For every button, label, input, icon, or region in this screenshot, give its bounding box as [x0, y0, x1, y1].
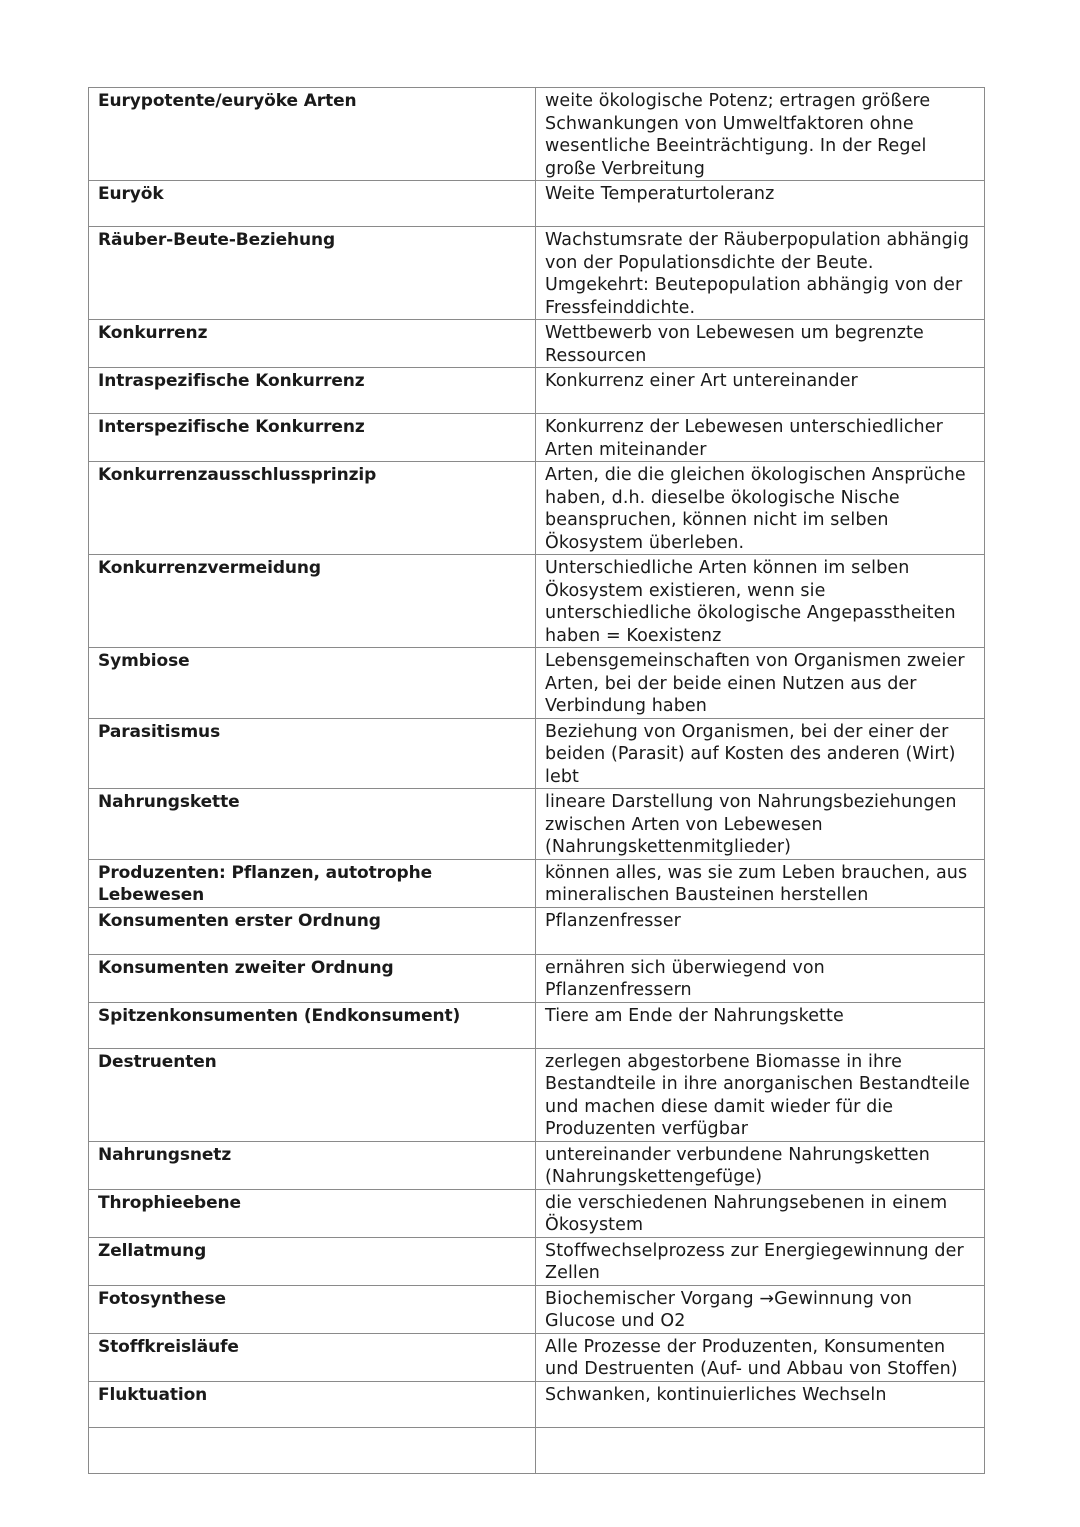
term-cell: Symbiose [89, 648, 536, 719]
table-row [89, 859, 985, 907]
term-cell: Räuber-Beute-Beziehung [89, 227, 536, 320]
table-row [89, 1141, 985, 1189]
definition-cell: Konkurrenz einer Art untereinander [536, 368, 985, 414]
definition-cell: Biochemischer Vorgang →Gewinnung von Glucose und O2 [536, 1285, 985, 1333]
table-row [89, 555, 985, 648]
term-cell: Konkurrenzausschlussprinzip [89, 462, 536, 555]
term-cell: Zellatmung [89, 1237, 536, 1285]
term-cell: Eurypotente/euryöke Arten [89, 88, 536, 181]
table-row [89, 1048, 985, 1141]
table-row [89, 1427, 985, 1473]
table-row [89, 718, 985, 789]
term-cell: Nahrungskette [89, 789, 536, 860]
definition-cell: Konkurrenz der Lebewesen unterschiedlicher Arten miteinander [536, 414, 985, 462]
term-cell: Konsumenten erster Ordnung [89, 907, 536, 954]
definition-cell: Pflanzenfresser [536, 907, 985, 954]
term-cell: Nahrungsnetz [89, 1141, 536, 1189]
definition-cell: lineare Darstellung von Nahrungsbeziehungen zwischen Arten von Lebewesen (Nahrungskettenmitglieder) [536, 789, 985, 860]
table-row [89, 1002, 985, 1048]
table-row [89, 462, 985, 555]
glossary-table [88, 87, 985, 1474]
definition-cell: Unterschiedliche Arten können im selben Ökosystem existieren, wenn sie unterschiedliche ökologische Angepasstheiten haben = Koexistenz [536, 555, 985, 648]
term-cell: Fluktuation [89, 1381, 536, 1427]
table-row [89, 789, 985, 860]
glossary-body [89, 88, 985, 1474]
definition-cell: Stoffwechselprozess zur Energiegewinnung der Zellen [536, 1237, 985, 1285]
term-cell: Konkurrenz [89, 320, 536, 368]
term-cell: Konkurrenzvermeidung [89, 555, 536, 648]
definition-cell: zerlegen abgestorbene Biomasse in ihre Bestandteile in ihre anorganischen Bestandteile und machen diese damit wieder für die Produzenten verfügbar [536, 1048, 985, 1141]
term-cell: Stoffkreisläufe [89, 1333, 536, 1381]
definition-cell: Lebensgemeinschaften von Organismen zweier Arten, bei der beide einen Nutzen aus der Verbindung haben [536, 648, 985, 719]
definition-cell: untereinander verbundene Nahrungsketten (Nahrungskettengefüge) [536, 1141, 985, 1189]
definition-cell: Alle Prozesse der Produzenten, Konsumenten und Destruenten (Auf- und Abbau von Stoffen) [536, 1333, 985, 1381]
table-row [89, 648, 985, 719]
term-cell [89, 1427, 536, 1473]
term-cell: Produzenten: Pflanzen, autotrophe Lebewesen [89, 859, 536, 907]
term-cell: Spitzenkonsumenten (Endkonsument) [89, 1002, 536, 1048]
table-row [89, 1237, 985, 1285]
table-row [89, 1381, 985, 1427]
definition-cell: weite ökologische Potenz; ertragen größere Schwankungen von Umweltfaktoren ohne wesentliche Beeinträchtigung. In der Regel große Verbreitung [536, 88, 985, 181]
definition-cell [536, 1427, 985, 1473]
table-row [89, 1285, 985, 1333]
definition-cell: Tiere am Ende der Nahrungskette [536, 1002, 985, 1048]
table-row [89, 368, 985, 414]
definition-cell: die verschiedenen Nahrungsebenen in einem Ökosystem [536, 1189, 985, 1237]
definition-cell: Wachstumsrate der Räuberpopulation abhängig von der Populationsdichte der Beute. Umgekehrt: Beutepopulation abhängig von der Fressfeinddichte. [536, 227, 985, 320]
table-row [89, 1189, 985, 1237]
definition-cell: können alles, was sie zum Leben brauchen, aus mineralischen Bausteinen herstellen [536, 859, 985, 907]
table-row [89, 1333, 985, 1381]
term-cell: Euryök [89, 181, 536, 227]
table-row [89, 227, 985, 320]
table-row [89, 181, 985, 227]
term-cell: Konsumenten zweiter Ordnung [89, 954, 536, 1002]
term-cell: Intraspezifische Konkurrenz [89, 368, 536, 414]
table-row [89, 88, 985, 181]
definition-cell: Beziehung von Organismen, bei der einer der beiden (Parasit) auf Kosten des anderen (Wirt) lebt [536, 718, 985, 789]
table-row [89, 907, 985, 954]
term-cell: Destruenten [89, 1048, 536, 1141]
definition-cell: Arten, die die gleichen ökologischen Ansprüche haben, d.h. dieselbe ökologische Nische beanspruchen, können nicht im selben Ökosystem überleben. [536, 462, 985, 555]
definition-cell: Weite Temperaturtoleranz [536, 181, 985, 227]
table-row [89, 414, 985, 462]
table-row [89, 320, 985, 368]
term-cell: Parasitismus [89, 718, 536, 789]
term-cell: Throphieebene [89, 1189, 536, 1237]
term-cell: Fotosynthese [89, 1285, 536, 1333]
table-row [89, 954, 985, 1002]
definition-cell: ernähren sich überwiegend von Pflanzenfressern [536, 954, 985, 1002]
definition-cell: Schwanken, kontinuierliches Wechseln [536, 1381, 985, 1427]
definition-cell: Wettbewerb von Lebewesen um begrenzte Ressourcen [536, 320, 985, 368]
term-cell: Interspezifische Konkurrenz [89, 414, 536, 462]
